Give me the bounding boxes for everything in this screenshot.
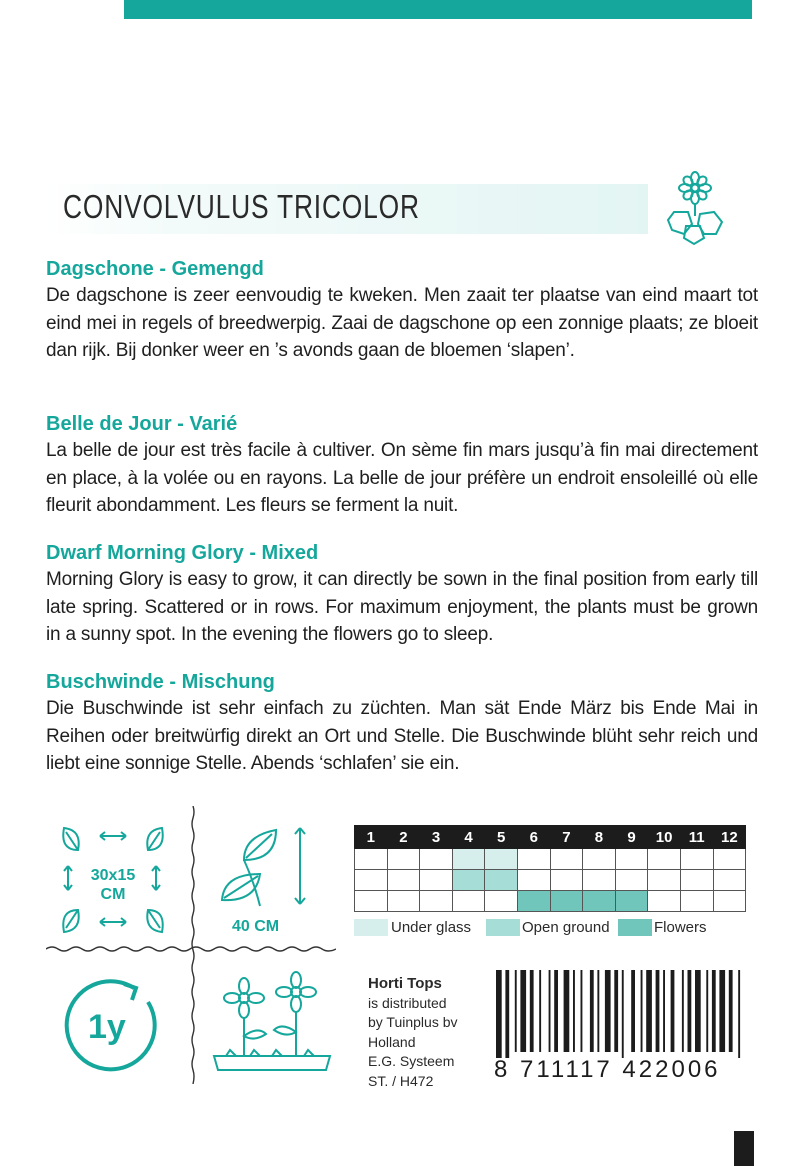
barcode-bar bbox=[605, 970, 611, 1052]
calendar-cell bbox=[387, 870, 420, 891]
calendar-cell bbox=[648, 849, 681, 870]
barcode-bar bbox=[706, 970, 708, 1052]
distributor-info bbox=[368, 974, 458, 1091]
calendar-cell bbox=[485, 849, 518, 870]
calendar-legend bbox=[354, 918, 754, 940]
section-heading: Dagschone - Gemengd bbox=[46, 258, 264, 280]
calendar-cell bbox=[583, 849, 616, 870]
month-cell: 11 bbox=[680, 826, 713, 849]
barcode-bar bbox=[554, 970, 558, 1052]
barcode-bar bbox=[549, 970, 551, 1052]
barcode-bar bbox=[564, 970, 570, 1052]
barcode-bar bbox=[614, 970, 618, 1052]
calendar-cell bbox=[387, 891, 420, 912]
section-body: De dagschone is zeer eenvoudig te kweken. Men zaait ter plaatse van eind maart tot eind mei in regels of breedwerpig. Zaai de dagschone op een zonnige plaats; ze bloeit dan rijk. Bij donker weer en ’s avonds gaan de bloemen ‘slapen’. bbox=[46, 285, 758, 361]
barcode-bar bbox=[631, 970, 635, 1052]
legend-swatch-flowers bbox=[618, 919, 652, 936]
legend-swatch-open-ground bbox=[486, 919, 520, 936]
calendar-cell bbox=[648, 870, 681, 891]
calendar-cell bbox=[713, 849, 746, 870]
calendar-cell bbox=[680, 870, 713, 891]
calendar-cell bbox=[452, 849, 485, 870]
barcode-bar bbox=[656, 970, 660, 1052]
plant-height-icon bbox=[214, 822, 324, 914]
calendar-row-flowers bbox=[355, 891, 746, 912]
calendar-cell bbox=[680, 849, 713, 870]
calendar-cell bbox=[713, 870, 746, 891]
barcode-bar bbox=[712, 970, 716, 1052]
calendar-cell bbox=[485, 891, 518, 912]
calendar-cell bbox=[680, 891, 713, 912]
calendar-cell bbox=[550, 891, 583, 912]
distributor-line: Holland bbox=[368, 1033, 416, 1050]
barcode-bar bbox=[539, 970, 541, 1052]
calendar-cell bbox=[517, 870, 550, 891]
cycle-label: 1y bbox=[88, 1008, 126, 1046]
barcode-bar bbox=[738, 970, 740, 1058]
section-heading: Dwarf Morning Glory - Mixed bbox=[46, 542, 319, 564]
distributor-line: ST. / H472 bbox=[368, 1072, 434, 1089]
barcode-bar bbox=[671, 970, 675, 1052]
distributor-line: E.G. Systeem bbox=[368, 1053, 455, 1069]
legend-swatch-under-glass bbox=[354, 919, 388, 936]
month-cell: 4 bbox=[452, 826, 485, 849]
legend-label-under-glass: Under glass bbox=[391, 919, 472, 936]
barcode-bar bbox=[688, 970, 692, 1052]
calendar-cell bbox=[420, 849, 453, 870]
barcode bbox=[494, 970, 752, 1058]
barcode-bar bbox=[695, 970, 701, 1052]
month-cell: 5 bbox=[485, 826, 518, 849]
section-body: Morning Glory is easy to grow, it can directly be sown in the final position from early till late spring. Scattered or in rows. For maximum enjoyment, the plants must be grown in a sunny spot. In the evening the flowers go to sleep. bbox=[46, 569, 758, 645]
section-dutch bbox=[46, 256, 758, 365]
calendar-cell bbox=[452, 891, 485, 912]
month-cell: 8 bbox=[583, 826, 616, 849]
section-english bbox=[46, 540, 758, 649]
barcode-bar bbox=[515, 970, 517, 1052]
horizontal-divider bbox=[46, 942, 336, 956]
calendar-cell bbox=[648, 891, 681, 912]
height-label: 40 CM bbox=[232, 918, 280, 935]
product-title: CONVOLVULUS TRICOLOR bbox=[63, 188, 420, 225]
calendar-cell bbox=[355, 870, 388, 891]
distributor-line: is distributed bbox=[368, 994, 447, 1011]
calendar-cell bbox=[517, 891, 550, 912]
barcode-bar bbox=[505, 970, 509, 1058]
barcode-bar bbox=[622, 970, 624, 1058]
barcode-bar bbox=[590, 970, 594, 1052]
barcode-bar bbox=[520, 970, 526, 1052]
section-heading: Belle de Jour - Varié bbox=[46, 413, 238, 435]
calendar-cell bbox=[550, 849, 583, 870]
barcode-bar bbox=[581, 970, 583, 1052]
legend-label-flowers: Flowers bbox=[654, 919, 707, 936]
month-cell: 1 bbox=[355, 826, 388, 849]
calendar-cell bbox=[517, 849, 550, 870]
month-cell: 10 bbox=[648, 826, 681, 849]
month-cell: 9 bbox=[615, 826, 648, 849]
calendar-cell bbox=[420, 891, 453, 912]
brand-name: Horti Tops bbox=[368, 975, 442, 992]
distributor-line: by Tuinplus bv bbox=[368, 1014, 458, 1030]
calendar-cell bbox=[485, 870, 518, 891]
corner-mark bbox=[734, 1131, 754, 1166]
sowing-calendar bbox=[354, 825, 746, 912]
calendar-row-open-ground bbox=[355, 870, 746, 891]
calendar-cell bbox=[420, 870, 453, 891]
barcode-bar bbox=[597, 970, 599, 1052]
month-cell: 7 bbox=[550, 826, 583, 849]
month-cell: 2 bbox=[387, 826, 420, 849]
month-cell: 12 bbox=[713, 826, 746, 849]
calendar-cell bbox=[452, 870, 485, 891]
calendar-cell bbox=[355, 849, 388, 870]
calendar-row-under-glass bbox=[355, 849, 746, 870]
calendar-cell bbox=[615, 870, 648, 891]
barcode-bar bbox=[641, 970, 643, 1052]
barcode-bar bbox=[573, 970, 575, 1052]
calendar-cell bbox=[387, 849, 420, 870]
section-body: Die Buschwinde ist sehr einfach zu züchten. Man sät Ende März bis Ende Mai in Reihen oder breitwürfig direkt an Ort und Stelle. Die Buschwinde blüht sehr reich und liebt eine sonnige Stelle. Abends ‘schlafen’ sie ein. bbox=[46, 698, 758, 774]
section-french bbox=[46, 411, 758, 520]
calendar-cell bbox=[615, 849, 648, 870]
calendar-cell bbox=[583, 891, 616, 912]
calendar-cell bbox=[615, 891, 648, 912]
legend-label-open-ground: Open ground bbox=[522, 919, 610, 936]
barcode-bar bbox=[682, 970, 684, 1052]
barcode-bar bbox=[530, 970, 534, 1052]
calendar-cell bbox=[550, 870, 583, 891]
calendar-cell bbox=[583, 870, 616, 891]
month-cell: 3 bbox=[420, 826, 453, 849]
spacing-label: 30x15 CM bbox=[90, 867, 136, 903]
seedling-tray-icon bbox=[210, 970, 334, 1080]
barcode-number: 8 711117 422006 bbox=[494, 1056, 721, 1083]
section-heading: Buschwinde - Mischung bbox=[46, 671, 275, 693]
calendar-cell bbox=[355, 891, 388, 912]
section-body: La belle de jour est très facile à cultiver. On sème fin mars jusqu’à fin mai directement en place, à la volée ou en rayons. La belle de jour préfère un endroit ensoleillé où elle fleurit abondamment. Les fleurs se ferment la nuit. bbox=[46, 440, 758, 516]
barcode-bar bbox=[729, 970, 733, 1052]
calendar-cell bbox=[713, 891, 746, 912]
calendar-header-row bbox=[355, 826, 746, 849]
top-accent-bar bbox=[124, 0, 752, 19]
barcode-bar bbox=[663, 970, 665, 1052]
month-cell: 6 bbox=[517, 826, 550, 849]
barcode-bar bbox=[719, 970, 725, 1052]
flower-plant-icon bbox=[660, 168, 730, 246]
barcode-bar bbox=[646, 970, 652, 1052]
barcode-bar bbox=[496, 970, 502, 1058]
section-german bbox=[46, 669, 758, 778]
